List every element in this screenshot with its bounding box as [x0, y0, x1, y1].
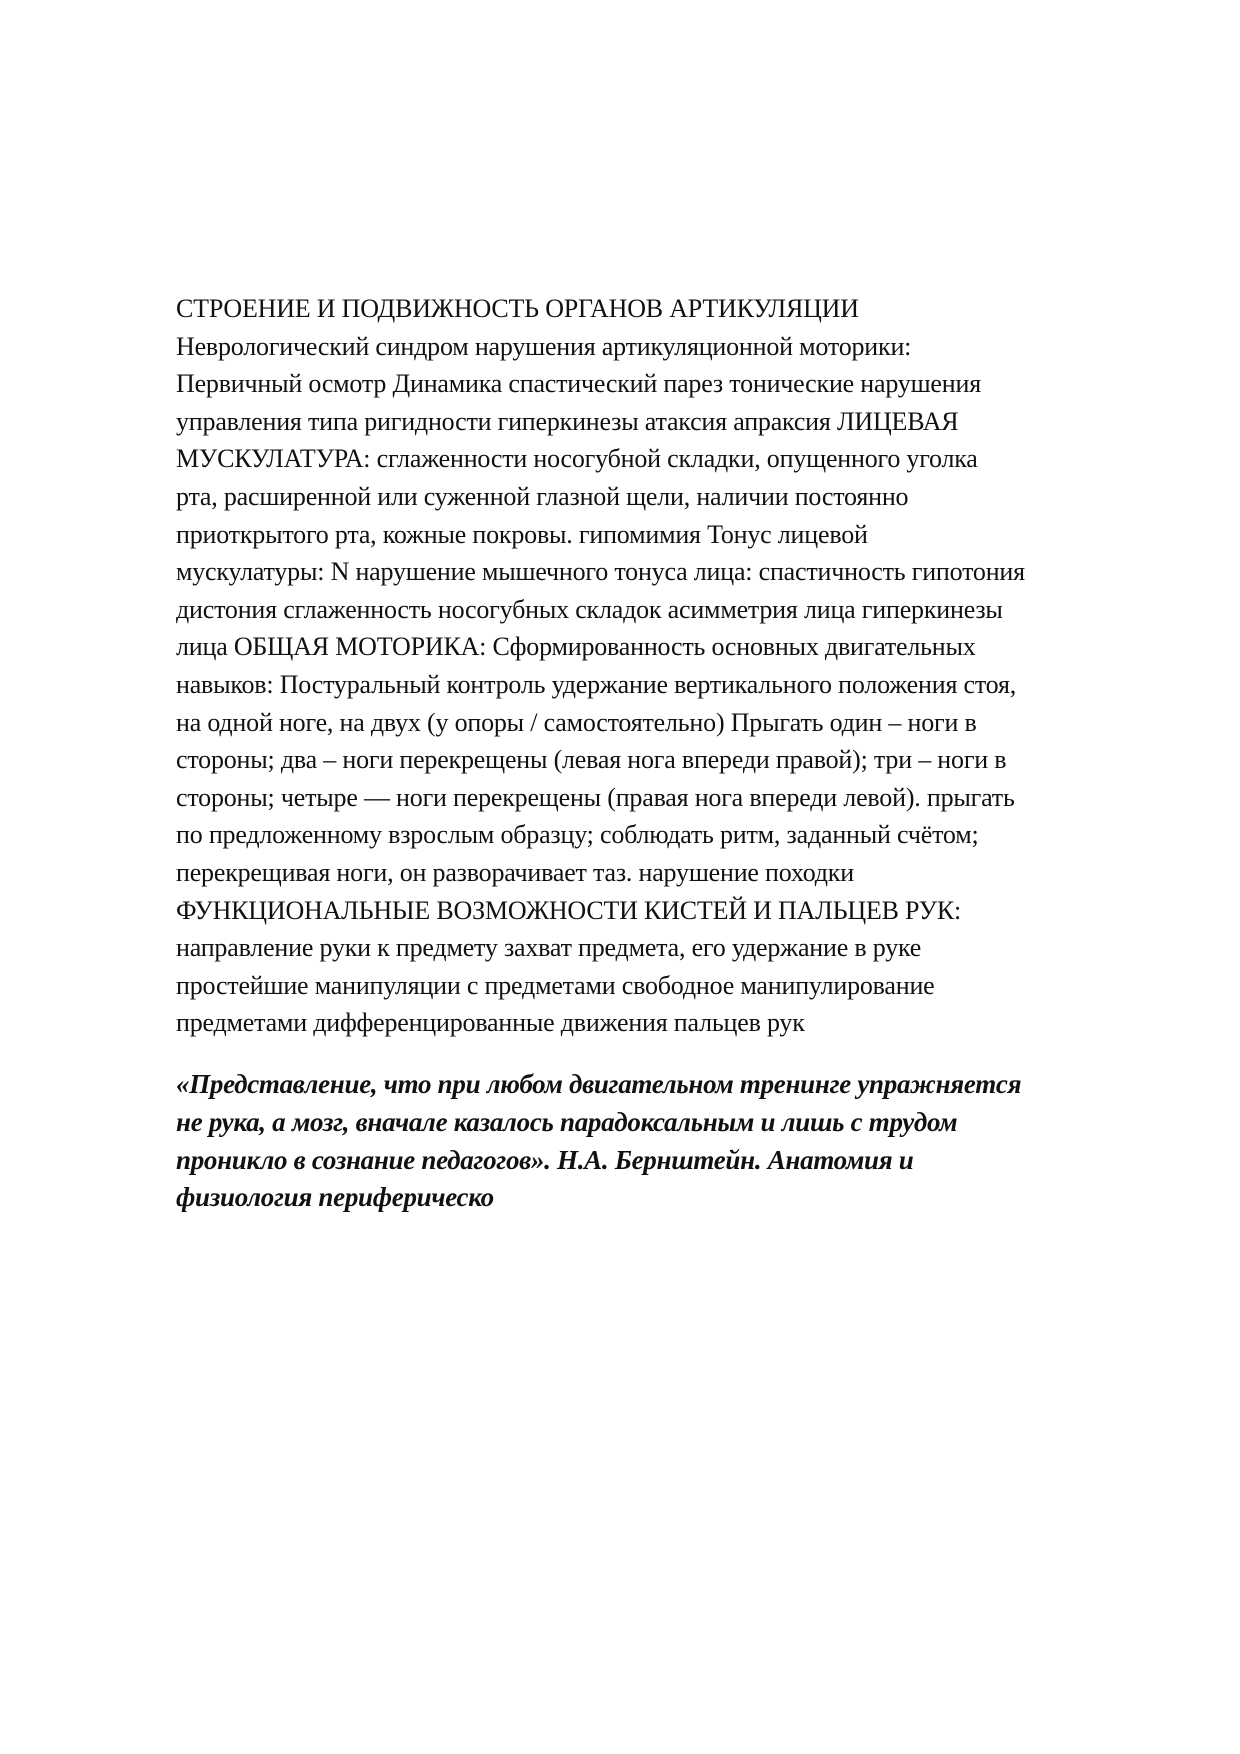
- text-line: Неврологический синдром нарушения артикуляционной моторики:: [176, 331, 912, 361]
- quote-line: физиология периферическо: [176, 1182, 494, 1213]
- quote-line: проникло в сознание педагогов». Н.А. Бернштейн. Анатомия и: [176, 1144, 914, 1175]
- text-line: простейшие манипуляции с предметами свободное манипулирование: [176, 970, 935, 1000]
- text-line: МУСКУЛАТУРА: сглаженности носогубной складки, опущенного уголка: [176, 444, 978, 474]
- text-line: перекрещивая ноги, он разворачивает таз. нарушение походки: [176, 857, 854, 887]
- text-line: стороны; два – ноги перекрещены (левая нога впереди правой); три – ноги в: [176, 745, 1007, 775]
- text-line: направление руки к предмету захват предмета, его удержание в руке: [176, 933, 922, 963]
- text-line: приоткрытого рта, кожные покровы. гипомимия Тонус лицевой: [176, 519, 868, 549]
- quote-line: не рука, а мозг, вначале казалось парадоксальным и лишь с трудом: [176, 1106, 958, 1137]
- text-line: на одной ноге, на двух (у опоры / самостоятельно) Прыгать один – ноги в: [176, 707, 977, 737]
- text-line: управления типа ригидности гиперкинезы атаксия апраксия ЛИЦЕВАЯ: [176, 406, 959, 436]
- text-line: предметами дифференцированные движения пальцев рук: [176, 1008, 805, 1038]
- text-line: мускулатуры: N нарушение мышечного тонуса лица: спастичность гипотония: [176, 557, 1025, 587]
- section-heading-hands: ФУНКЦИОНАЛЬНЫЕ ВОЗМОЖНОСТИ КИСТЕЙ И ПАЛЬЦЕВ РУК:: [176, 895, 961, 925]
- text-line: стороны; четыре — ноги перекрещены (правая нога впереди левой). прыгать: [176, 782, 1015, 812]
- body-text: [176, 290, 1176, 1042]
- text-line: дистония сглаженность носогубных складок асимметрия лица гиперкинезы: [176, 594, 1003, 624]
- text-line: лица ОБЩАЯ МОТОРИКА: Сформированность основных двигательных: [176, 632, 976, 662]
- section-heading-articulation: СТРОЕНИЕ И ПОДВИЖНОСТЬ ОРГАНОВ АРТИКУЛЯЦИИ: [176, 294, 859, 323]
- quote-line: «Представление, что при любом двигательном тренинге упражняется: [176, 1069, 1022, 1099]
- text-line: Первичный осмотр Динамика спастический парез тонические нарушения: [176, 369, 981, 399]
- text-line: навыков: Постуральный контроль удержание вертикального положения стоя,: [176, 669, 1017, 699]
- text-line: рта, расширенной или суженной глазной щели, наличии постоянно: [176, 481, 909, 511]
- bernstein-quote: [176, 1066, 1176, 1217]
- text-line: по предложенному взрослым образцу; соблюдать ритм, заданный счётом;: [176, 820, 979, 850]
